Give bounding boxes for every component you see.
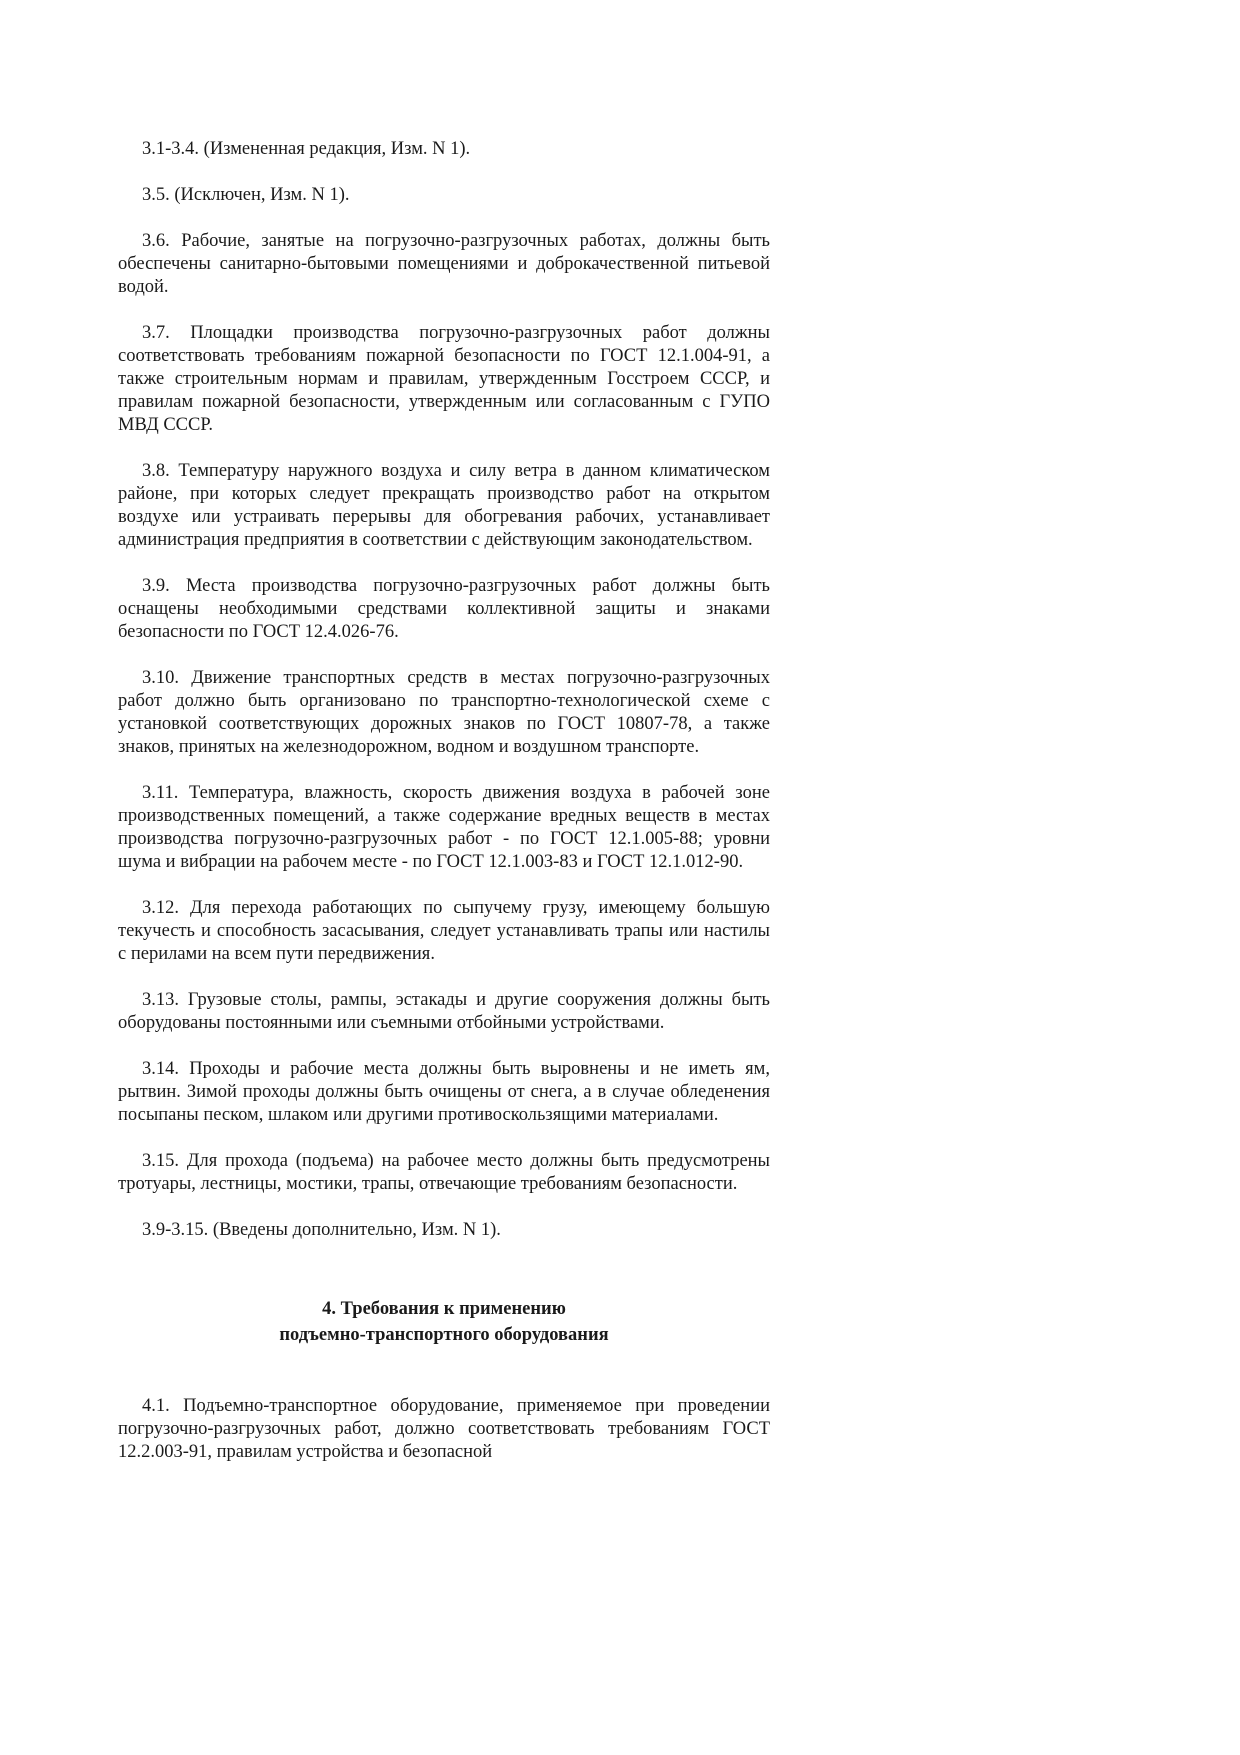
paragraph-3-1-3-4: 3.1-3.4. (Измененная редакция, Изм. N 1). [142, 139, 471, 159]
paragraph-3-9: 3.9. Места производства погрузочно-разгрузочных работ должны быть оснащены необходимыми средствами коллективной защиты и знаками безопасности по ГОСТ 12.4.026-76. [118, 576, 770, 642]
paragraph-3-15: 3.15. Для прохода (подъема) на рабочее место должны быть предусмотрены тротуары, лестницы, мостики, трапы, отвечающие требованиям безопасности. [118, 1151, 770, 1194]
section-4-heading-line-1: 4. Требования к применению [322, 1299, 566, 1319]
paragraph-3-13: 3.13. Грузовые столы, рампы, эстакады и другие сооружения должны быть оборудованы постоянными или съемными отбойными устройствами. [118, 990, 770, 1033]
document-page [118, 138, 770, 1487]
paragraph-3-6: 3.6. Рабочие, занятые на погрузочно-разгрузочных работах, должны быть обеспечены санитарно-бытовыми помещениями и доброкачественной питьевой водой. [118, 231, 770, 297]
section-4-heading [118, 1296, 770, 1348]
paragraph-3-12: 3.12. Для перехода работающих по сыпучему грузу, имеющему большую текучесть и способность засасывания, следует устанавливать трапы или настилы с перилами на всем пути передвижения. [118, 898, 770, 964]
section-4-heading-line-2: подъемно-транспортного оборудования [279, 1325, 609, 1345]
paragraph-3-5: 3.5. (Исключен, Изм. N 1). [142, 185, 350, 205]
paragraph-3-14: 3.14. Проходы и рабочие места должны быть выровнены и не иметь ям, рытвин. Зимой проходы должны быть очищены от снега, а в случае обледенения посыпаны песком, шлаком или другими противоскользящими материалами. [118, 1059, 770, 1125]
paragraph-3-7: 3.7. Площадки производства погрузочно-разгрузочных работ должны соответствовать требованиям пожарной безопасности по ГОСТ 12.1.004-91, а также строительным нормам и правилам, утвержденным Госстроем СССР, и правилам пожарной безопасности, утвержденным или согласованным с ГУПО МВД СССР. [118, 323, 770, 435]
paragraph-3-8: 3.8. Температуру наружного воздуха и силу ветра в данном климатическом районе, при которых следует прекращать производство работ на открытом воздухе или устраивать перерывы для обогревания рабочих, устанавливает администрация предприятия в соответствии с действующим законодательством. [118, 461, 770, 550]
paragraph-3-11: 3.11. Температура, влажность, скорость движения воздуха в рабочей зоне производственных помещений, а также содержание вредных веществ в местах производства погрузочно-разгрузочных работ - по ГОСТ 12.1.005-88; уровни шума и вибрации на рабочем месте - по ГОСТ 12.1.003-83 и ГОСТ 12.1.012-90. [118, 783, 770, 872]
paragraph-3-9-3-15-note: 3.9-3.15. (Введены дополнительно, Изм. N 1). [142, 1220, 501, 1240]
paragraph-4-1: 4.1. Подъемно-транспортное оборудование, применяемое при проведении погрузочно-разгрузочных работ, должно соответствовать требованиям ГОСТ 12.2.003-91, правилам устройства и безопасной [118, 1396, 770, 1462]
paragraph-3-10: 3.10. Движение транспортных средств в местах погрузочно-разгрузочных работ должно быть организовано по транспортно-технологической схеме с установкой соответствующих дорожных знаков по ГОСТ 10807-78, а также знаков, принятых на железнодорожном, водном и воздушном транспорте. [118, 668, 770, 757]
